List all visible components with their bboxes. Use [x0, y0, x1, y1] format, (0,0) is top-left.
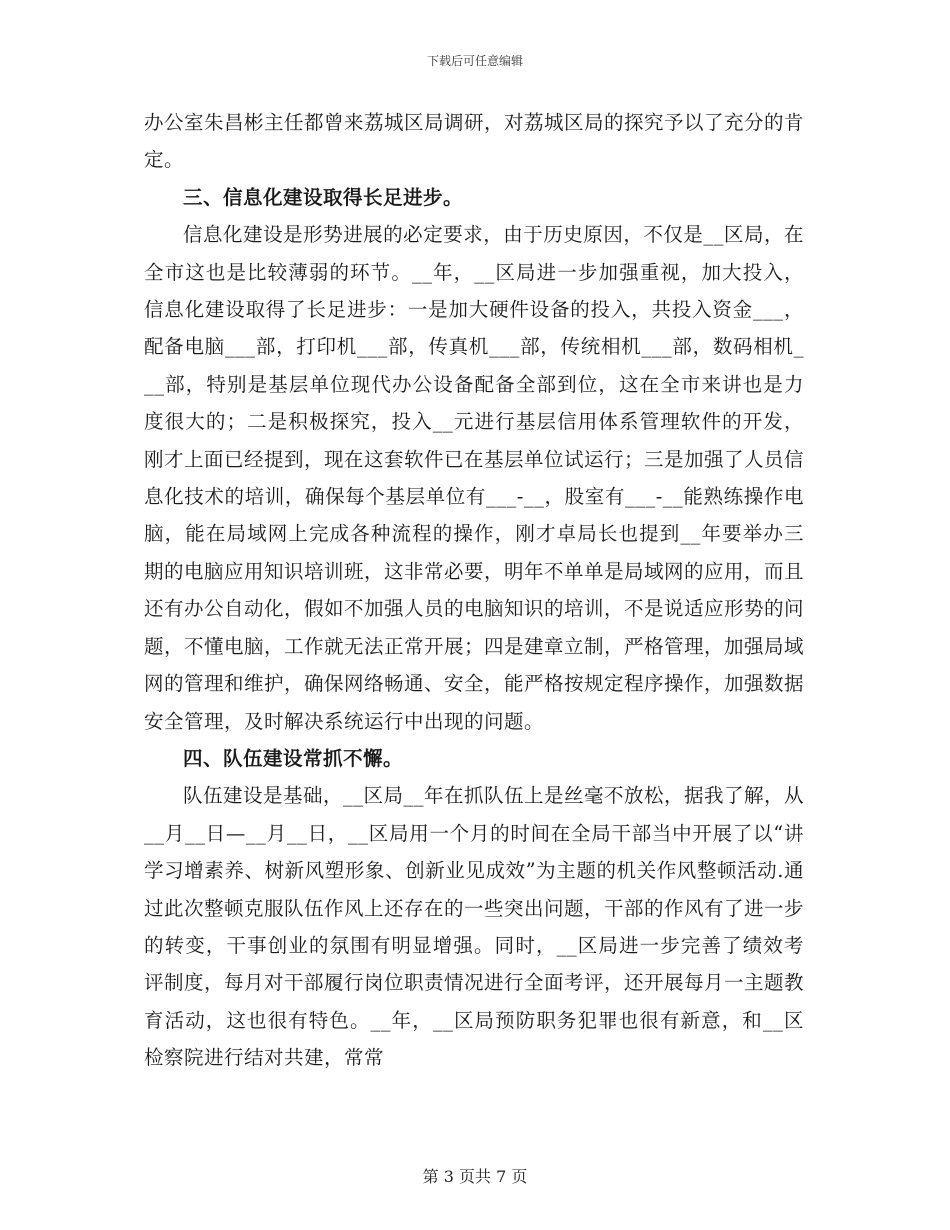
header-note: 下载后可任意编辑: [426, 54, 523, 68]
paragraph-informatization: 信息化建设是形势进展的必定要求，由于历史原因，不仅是__区局，在全市这也是比较薄弱的环节。__年，__区局进一步加强重视，加大投入，信息化建设取得了长足进步：一是加大硬件设备的投入，共投入资金___，配备电脑___部，打印机___部，传真机___部，传统相机___部，数码相机___部，特别是基层单位现代办公设备配备全部到位，这在全市来讲也是力度很大的；二是积极探究，投入__元进行基层信用体系管理软件的开发，刚才上面已经提到，现在这套软件已在基层单位试运行；三是加强了人员信息化技术的培训，确保每个基层单位有___-__，股室有___-__能熟练操作电脑，能在局域网上完成各种流程的操作，刚才卓局长也提到__年要举办三期的电脑应用知识培训班，这非常必要，明年不单单是局域网的应用，而且还有办公自动化，假如不加强人员的电脑知识的培训，不是说适应形势的问题，不懂电脑，工作就无法正常开展；四是建章立制，严格管理，加强局域网的管理和维护，确保网络畅通、安全，能严格按规定程序操作，加强数据安全管理，及时解决系统运行中出现的问题。: [144, 223, 805, 733]
paragraph-team-building: 队伍建设是基础，__区局__年在抓队伍上是丝毫不放松，据我了解，从__月__日—__月__日，__区局用一个月的时间在全局干部当中开展了以“讲学习增素养、树新风塑形象、创新业见成效”为主题的机关作风整顿活动.通过此次整顿克服队伍作风上还存在的一些突出问题，干部的作风有了进一步的转变，干事创业的氛围有明显增强。同时，__区局进一步完善了绩效考评制度，每月对干部履行岗位职责情况进行全面考评，还开展每月一主题教育活动，这也很有特色。__年，__区局预防职务犯罪也很有新意，和__区检察院进行结对共建，常常: [144, 784, 805, 1070]
page-number: 第 3 页共 7 页: [422, 1167, 528, 1186]
paragraph-continuation: 办公室朱昌彬主任都曾来荔城区局调研，对荔城区局的探究予以了充分的肯定。: [144, 111, 805, 172]
section-heading-4: 四、队伍建设常抓不懈。: [183, 746, 404, 770]
document-body: [144, 104, 804, 1077]
section-heading-3: 三、信息化建设取得长足进步。: [183, 185, 464, 209]
